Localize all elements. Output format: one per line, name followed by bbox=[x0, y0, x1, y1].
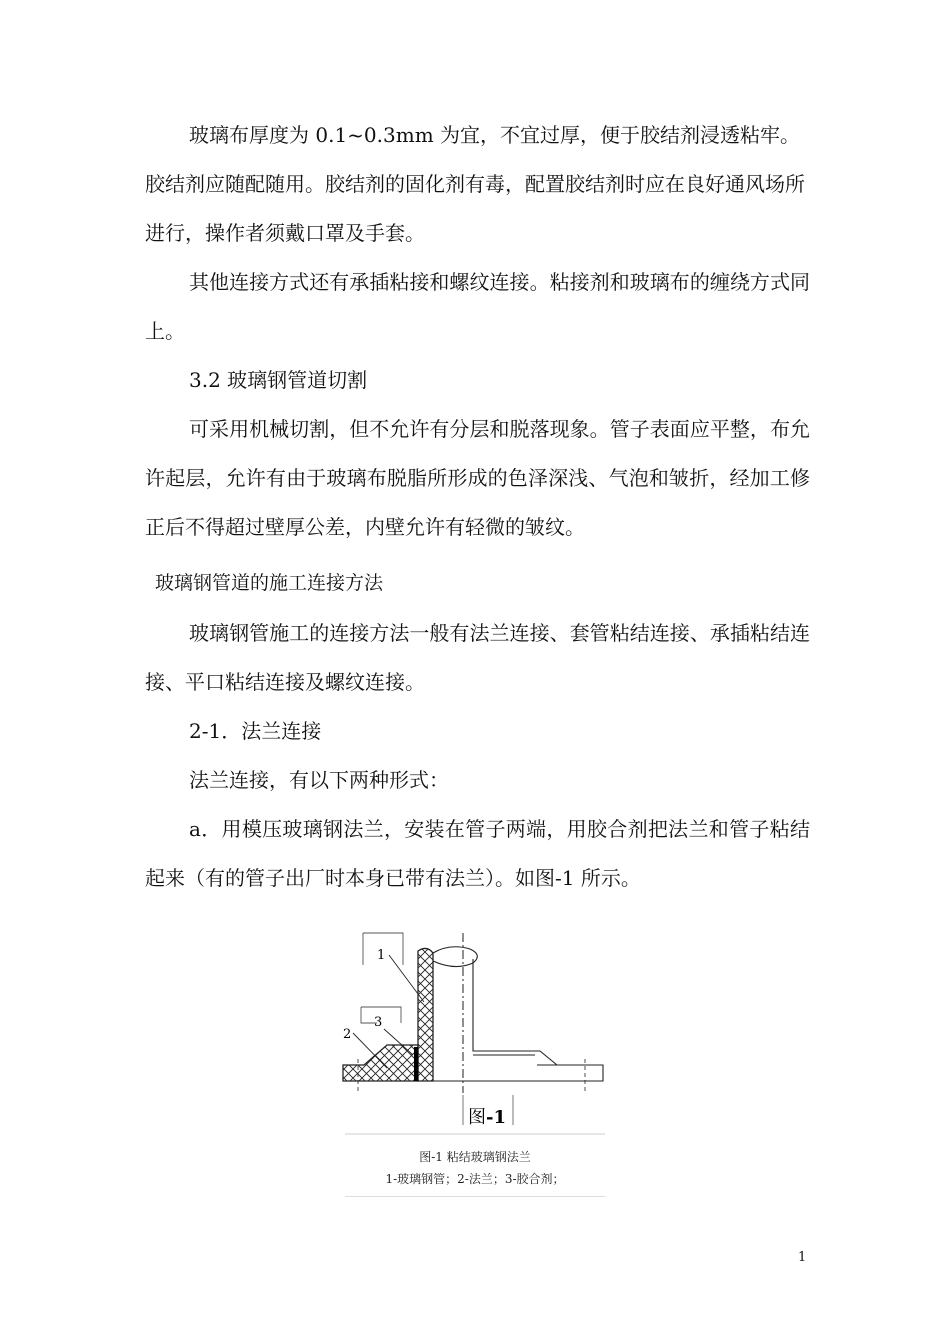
paragraph-flange-forms: 法兰连接，有以下两种形式： bbox=[189, 768, 449, 792]
callout-2: 2 bbox=[343, 1027, 352, 1042]
paragraph-cutting: 可采用机械切割，但不允许有分层和脱落现象。管子表面应平整，布允许起层，允许有由于玻璃布脱脂所形成的色泽深浅、气泡和皱折，经加工修正后不得超过壁厚公差，内壁允许有轻微的皱纹。 bbox=[145, 417, 810, 539]
paragraph-glass-cloth: 玻璃布厚度为 0.1~0.3mm 为宜，不宜过厚，便于胶结剂浸透粘牢。胶结剂应随配随用。胶结剂的固化剂有毒，配置胶结剂时应在良好通风场所进行，操作者须戴口罩及手套。 bbox=[145, 123, 805, 245]
paragraph-molded-flange: a．用模压玻璃钢法兰，安装在管子两端，用胶合剂把法兰和管子粘结起来（有的管子出厂时本身已带有法兰）。如图-1 所示。 bbox=[145, 817, 810, 890]
section-title-cutting: 3.2 玻璃钢管道切割 bbox=[189, 368, 368, 392]
subsection-flange: 2-1．法兰连接 bbox=[189, 719, 322, 743]
callout-3: 3 bbox=[374, 1015, 383, 1030]
figure-label: 图-1 bbox=[468, 1107, 506, 1128]
figure-caption-title: 图-1 粘结玻璃钢法兰 bbox=[419, 1150, 531, 1164]
page-number: 1 bbox=[798, 1250, 807, 1265]
paragraph-methods: 玻璃钢管施工的连接方法一般有法兰连接、套管粘结连接、承插粘结连接、平口粘结连接及螺纹连接。 bbox=[145, 621, 810, 694]
figure-caption-legend: 1-玻璃钢管；2-法兰；3-胶合剂； bbox=[385, 1172, 565, 1186]
callout-1: 1 bbox=[377, 948, 386, 963]
caption-divider bbox=[345, 1196, 605, 1197]
paragraph-other-connections: 其他连接方式还有承插粘接和螺纹连接。粘接剂和玻璃布的缠绕方式同上。 bbox=[145, 270, 810, 343]
section-heading: 玻璃钢管道的施工连接方法 bbox=[155, 572, 384, 594]
flange-figure bbox=[335, 925, 615, 1140]
